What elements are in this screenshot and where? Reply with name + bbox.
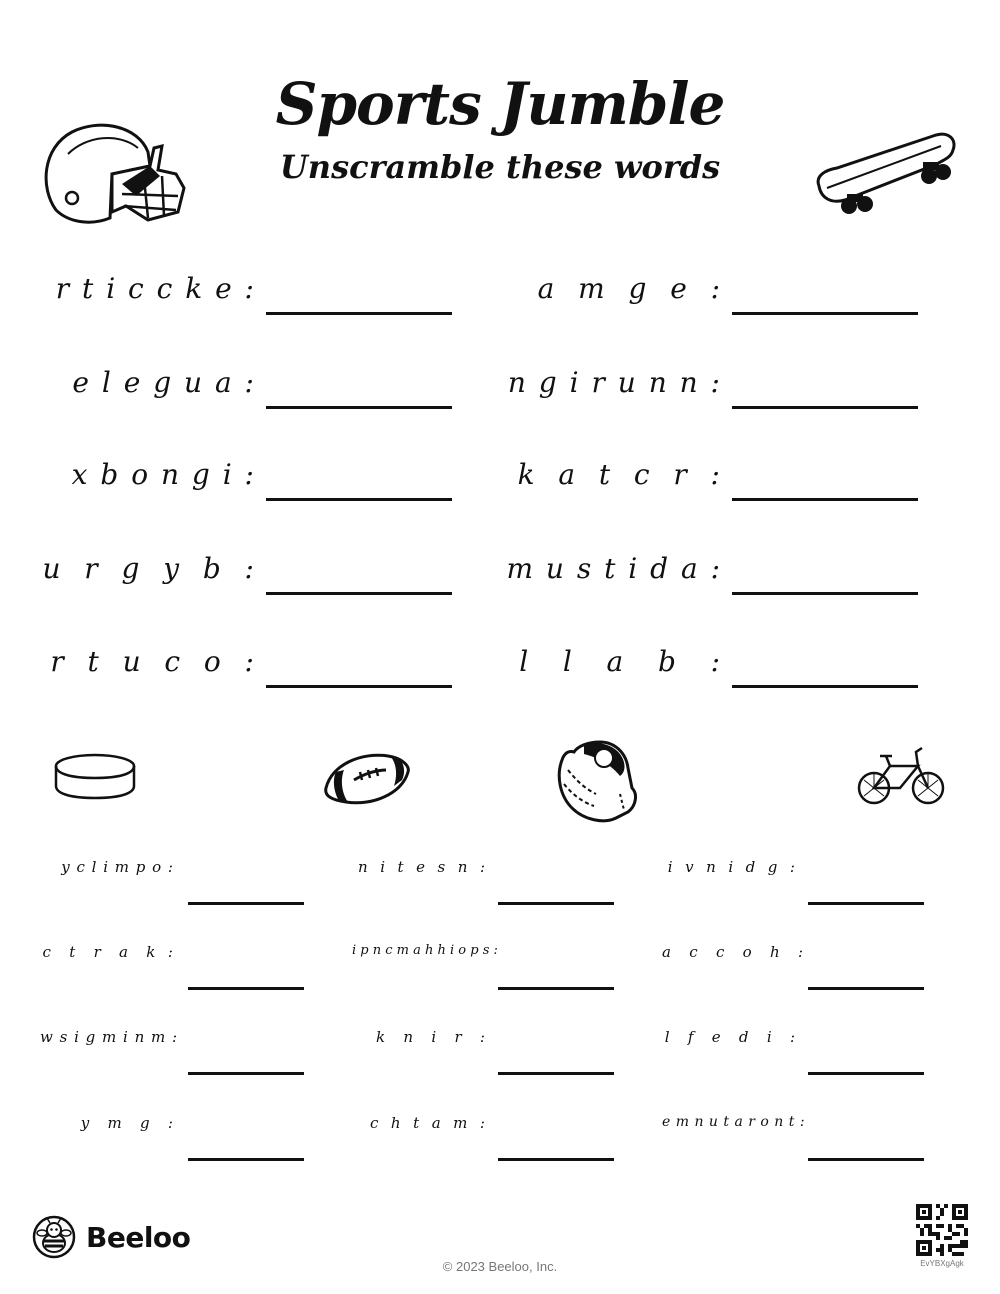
answer-line[interactable] — [266, 498, 452, 501]
brand-logo[interactable] — [32, 1214, 190, 1260]
scrambled-word: k a t c r : — [517, 458, 722, 491]
answer-line[interactable] — [732, 406, 918, 409]
list-item — [30, 458, 460, 508]
list-item — [662, 943, 932, 993]
list-item — [40, 858, 310, 908]
answer-line[interactable] — [732, 498, 918, 501]
list-item — [30, 272, 460, 322]
scrambled-word: y m g : — [80, 1114, 174, 1132]
answer-line[interactable] — [188, 1072, 304, 1075]
scrambled-word: y c l i m p o : — [61, 858, 174, 876]
scrambled-word: k n i r : — [376, 1028, 486, 1046]
scrambled-word: r t i c c k e : — [55, 272, 256, 305]
list-item — [662, 1114, 932, 1164]
scrambled-word: l l a b : — [519, 645, 722, 678]
list-item — [500, 552, 930, 602]
answer-line[interactable] — [732, 312, 918, 315]
list-item — [40, 1114, 310, 1164]
list-item — [500, 272, 930, 322]
answer-line[interactable] — [808, 987, 924, 990]
answer-line[interactable] — [266, 592, 452, 595]
list-item — [662, 1028, 932, 1078]
scrambled-word: u r g y b : — [42, 552, 256, 585]
answer-line[interactable] — [808, 1072, 924, 1075]
scrambled-word: l f e d i : — [664, 1028, 796, 1046]
scrambled-word: r t u c o : — [50, 645, 256, 678]
list-item — [500, 645, 930, 695]
qr-code-label: EvYBXgAgk — [920, 1259, 964, 1268]
list-item — [352, 1114, 622, 1164]
list-item — [662, 858, 932, 908]
answer-line[interactable] — [188, 987, 304, 990]
list-item — [352, 943, 622, 993]
answer-line[interactable] — [808, 902, 924, 905]
football-helmet-icon — [38, 118, 188, 230]
answer-line[interactable] — [498, 1072, 614, 1075]
list-item — [352, 858, 622, 908]
scrambled-word: i p n c m a h h i o p s : — [352, 943, 498, 958]
scrambled-word: x b o n g i : — [71, 458, 256, 491]
page-title: Sports Jumble — [275, 70, 725, 138]
list-item — [30, 645, 460, 695]
page-subtitle: Unscramble these words — [279, 148, 721, 186]
skateboard-icon — [813, 128, 959, 218]
scrambled-word: e l e g u a : — [72, 366, 256, 399]
answer-line[interactable] — [498, 902, 614, 905]
qr-code-icon[interactable] — [916, 1204, 968, 1256]
answer-line[interactable] — [266, 406, 452, 409]
answer-line[interactable] — [732, 685, 918, 688]
scrambled-word: n g i r u n n : — [507, 366, 722, 399]
answer-line[interactable] — [498, 987, 614, 990]
scrambled-word: m u s t i d a : — [506, 552, 722, 585]
scrambled-word: a c c o h : — [662, 943, 805, 961]
list-item — [40, 1028, 310, 1078]
scrambled-word: e m n u t a r o n t : — [662, 1114, 806, 1130]
american-football-icon — [322, 750, 412, 808]
answer-line[interactable] — [732, 592, 918, 595]
list-item — [500, 458, 930, 508]
scrambled-word: c t r a k : — [42, 943, 174, 961]
brand-name: Beeloo — [86, 1220, 191, 1254]
scrambled-word: c h t a m : — [370, 1114, 486, 1132]
scrambled-word: a m g e : — [537, 272, 722, 305]
answer-line[interactable] — [188, 1158, 304, 1161]
scrambled-word: w s i g m i n m : — [40, 1028, 179, 1046]
answer-line[interactable] — [188, 902, 304, 905]
hockey-puck-icon — [52, 752, 138, 802]
copyright-text: © 2023 Beeloo, Inc. — [442, 1259, 558, 1274]
list-item — [352, 1028, 622, 1078]
bee-logo-icon — [32, 1215, 76, 1259]
scrambled-word: i v n i d g : — [667, 858, 796, 876]
scrambled-word: n i t e s n : — [358, 858, 486, 876]
answer-line[interactable] — [266, 685, 452, 688]
answer-line[interactable] — [266, 312, 452, 315]
list-item — [30, 552, 460, 602]
answer-line[interactable] — [808, 1158, 924, 1161]
baseball-glove-icon — [548, 736, 644, 826]
list-item — [40, 943, 310, 993]
bicycle-icon — [856, 742, 946, 808]
list-item — [30, 366, 460, 416]
answer-line[interactable] — [498, 1158, 614, 1161]
list-item — [500, 366, 930, 416]
